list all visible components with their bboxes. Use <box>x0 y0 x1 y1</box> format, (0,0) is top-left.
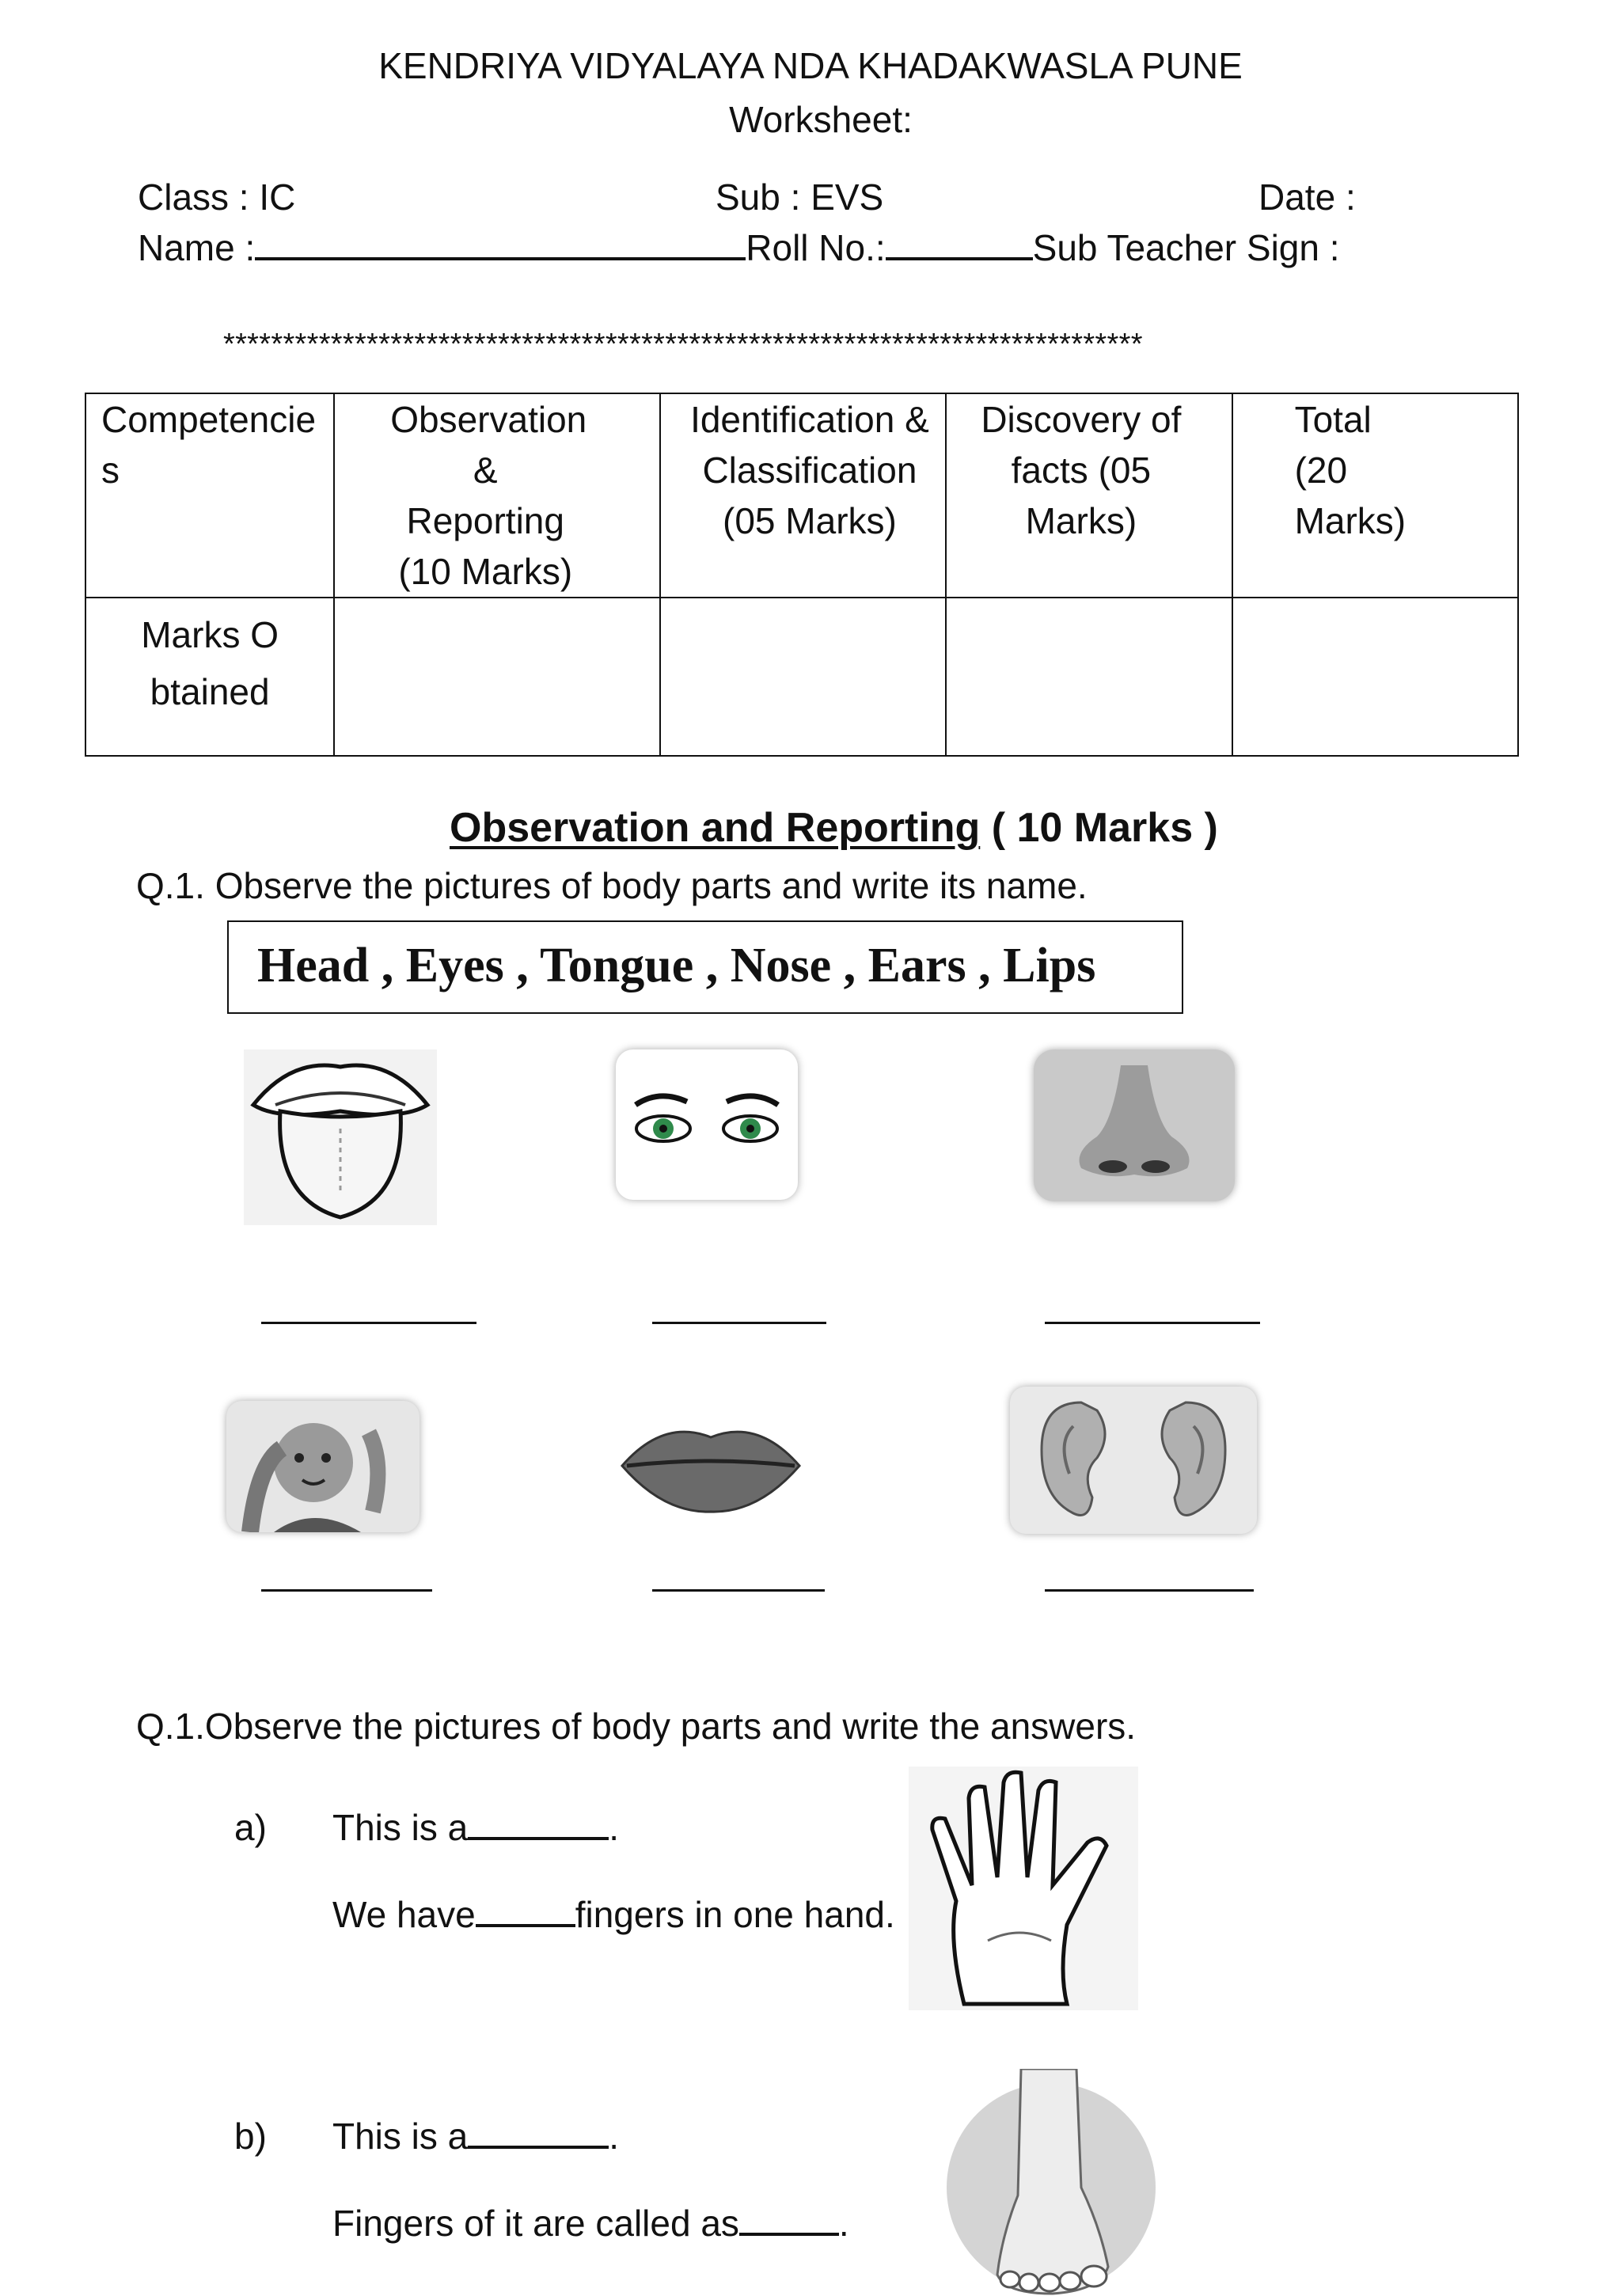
word-box <box>227 920 1183 1014</box>
q2a-blank2[interactable] <box>476 1924 575 1927</box>
roll-blank[interactable] <box>886 257 1033 260</box>
head-image <box>226 1401 419 1532</box>
answer-blank-eyes[interactable] <box>652 1322 826 1324</box>
q2b-blank2[interactable] <box>739 2233 839 2236</box>
nose-image <box>1034 1049 1235 1201</box>
section-marks: ( 10 Marks ) <box>991 805 1218 851</box>
header-discovery: Discovery of facts (05 Marks) <box>946 393 1232 598</box>
foot-image <box>942 2069 1160 2296</box>
answer-blank-nose[interactable] <box>1045 1322 1260 1324</box>
marks-cell-discovery[interactable] <box>946 598 1232 756</box>
teacher-sign-label: Sub Teacher Sign : <box>1032 227 1340 268</box>
answer-blank-lips[interactable] <box>652 1589 825 1592</box>
roll-label: Roll No.: <box>746 227 886 268</box>
q2b-line2-text: Fingers of it are called as <box>332 2203 739 2244</box>
star-divider: ***************************************************************************** <box>223 328 1143 361</box>
name-roll-line <box>138 226 1340 269</box>
q2b-label: b) <box>234 2116 267 2157</box>
answer-blank-tongue[interactable] <box>261 1322 476 1324</box>
eyes-image <box>616 1049 798 1200</box>
marks-table <box>85 393 1519 757</box>
answer-blank-head[interactable] <box>261 1589 432 1592</box>
marks-cell-observation[interactable] <box>334 598 660 756</box>
q2a-blank1[interactable] <box>468 1837 609 1840</box>
marks-cell-identification[interactable] <box>660 598 946 756</box>
q2-text: Q.1.Observe the pictures of body parts and write the answers. <box>136 1706 1137 1747</box>
word-box-text: Head , Eyes , Tongue , Nose , Ears , Lips <box>257 939 1096 992</box>
header-total: Total (20 Marks) <box>1232 393 1518 598</box>
lips-image <box>616 1410 806 1521</box>
tongue-image <box>244 1049 437 1225</box>
school-name: KENDRIYA VIDYALAYA NDA KHADAKWASLA PUNE <box>378 45 1243 86</box>
ears-image <box>1010 1387 1257 1534</box>
header-observation: Observation & Reporting (10 Marks) <box>334 393 660 598</box>
answer-blank-ears[interactable] <box>1045 1589 1254 1592</box>
q2a-line1-text: This is a <box>332 1807 469 1848</box>
class-label: Class : IC <box>138 176 296 218</box>
q2a-label: a) <box>234 1807 267 1848</box>
marks-cell-total[interactable] <box>1232 598 1518 756</box>
q2b-line2 <box>332 2202 849 2245</box>
q2b-line1-text: This is a <box>332 2116 469 2157</box>
section-title-text: Observation and Reporting <box>450 805 981 851</box>
q2a-line1-end: . <box>609 1807 620 1848</box>
q2a-line2-text: We have <box>332 1894 476 1935</box>
name-label: Name : <box>138 227 256 268</box>
q2b-line2-end: . <box>838 2203 849 2244</box>
hand-image <box>909 1767 1138 2010</box>
q2b-line1-end: . <box>609 2116 620 2157</box>
q2a-line2-end: fingers in one hand. <box>575 1894 895 1935</box>
q2a-line1 <box>332 1806 619 1849</box>
subject-label: Sub : EVS <box>716 176 884 218</box>
header-identification: Identification & Classification (05 Marks) <box>660 393 946 598</box>
name-blank[interactable] <box>255 257 746 260</box>
header-competencies: Competencies <box>85 393 334 598</box>
marks-obtained-label: Marks Obtained <box>85 598 334 756</box>
worksheet-title: Worksheet: <box>729 99 913 140</box>
section-title <box>450 804 1218 852</box>
q2a-line2 <box>332 1893 895 1936</box>
q1-text: Q.1. Observe the pictures of body parts and write its name. <box>136 865 1088 906</box>
date-label: Date : <box>1258 176 1356 218</box>
q2b-line1 <box>332 2115 619 2157</box>
q2b-blank1[interactable] <box>468 2146 609 2149</box>
